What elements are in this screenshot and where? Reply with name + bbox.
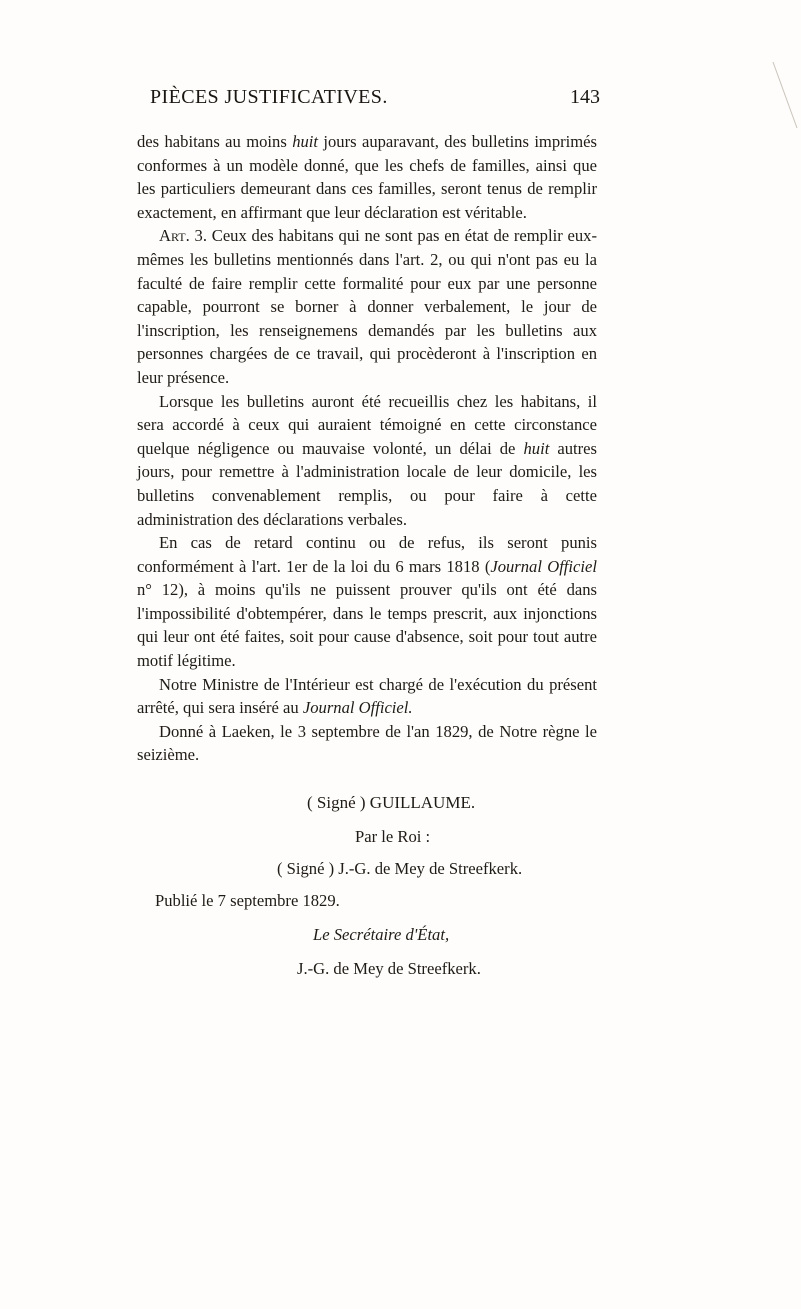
italic-text: huit	[292, 132, 319, 151]
page-header	[150, 86, 600, 116]
running-title: PIÈCES JUSTIFICATIVES.	[150, 86, 388, 108]
paragraph	[137, 673, 597, 720]
text-run: n° 12), à moins qu'ils ne puissent prouver qu'ils ont été dans l'impossibilité d'obtempérer, dans le temps prescrit, aux injonctions qui leur ont été faites, soit pour cause d'absence, soit pour tout autre motif légitime.	[137, 580, 597, 671]
small-caps-text: Art.	[159, 226, 190, 246]
text-run: 3. Ceux des habitans qui ne sont pas en état de remplir eux-mêmes les bulletins mentionnés dans l'art. 2, ou qui n'ont pas eu la faculté de faire remplir cette formalité pour eux par une personne capable, pourront se borner à donner verbalement, le jour de l'inscription, les renseignemens demandés par les bulletins aux personnes chargées de ce travail, qui procèderont à l'inscription en leur présence.	[137, 226, 597, 387]
page-edge-mark	[771, 60, 801, 130]
par-le-roi: Par le Roi :	[355, 827, 431, 846]
text-run: Notre Ministre de l'Intérieur est chargé de l'exécution du présent arrêté, qui sera inséré au	[137, 674, 597, 718]
italic-text: Journal Officiel	[490, 556, 597, 576]
italic-text: Journal Officiel.	[302, 698, 413, 718]
secretary-title: Le Secrétaire d'État,	[313, 925, 450, 944]
text-run: Lorsque les bulletins auront été recueillis chez les habitans, il sera accordé à ceux qui auraient témoigné en cette circonstance quelque négligence ou mauvaise volonté, un délai de	[137, 391, 597, 458]
text-run: Donné à Laeken, le 3 septembre de l'an 1829, de Notre règne le seizième.	[137, 721, 597, 765]
italic-text: huit	[523, 438, 550, 458]
signature-guillaume: ( Signé ) GUILLAUME.	[307, 793, 476, 812]
text-run: jours auparavant, des bulletins imprimés conformes à un modèle donné, que les chefs de familles, ainsi que les particuliers demeurant dans ces familles, seront tenus de remplir exactement, en affirmant que leur déclaration est véritable.	[137, 132, 597, 222]
signature-de-mey: ( Signé ) J.-G. de Mey de Streefkerk.	[277, 859, 523, 878]
text-run: des habitans au moins	[137, 132, 293, 151]
page-number: 143	[570, 86, 600, 108]
text-run: autres jours, pour remettre à l'administration locale de leur domicile, les bulletins convenablement remplis, ou pour faire à cette administration des déclarations verbales.	[137, 438, 597, 529]
paragraph	[137, 130, 597, 224]
paragraph	[137, 390, 597, 532]
body-text	[137, 130, 597, 767]
text-run: En cas de retard continu ou de refus, ils seront punis conformément à l'art. 1er de la loi du 6 mars 1818 (	[137, 533, 597, 576]
paragraph	[137, 531, 597, 673]
publication-date: Publié le 7 septembre 1829.	[155, 891, 340, 910]
secretary-name: J.-G. de Mey de Streefkerk.	[297, 959, 481, 978]
paragraph	[137, 720, 597, 767]
paragraph	[137, 224, 597, 389]
